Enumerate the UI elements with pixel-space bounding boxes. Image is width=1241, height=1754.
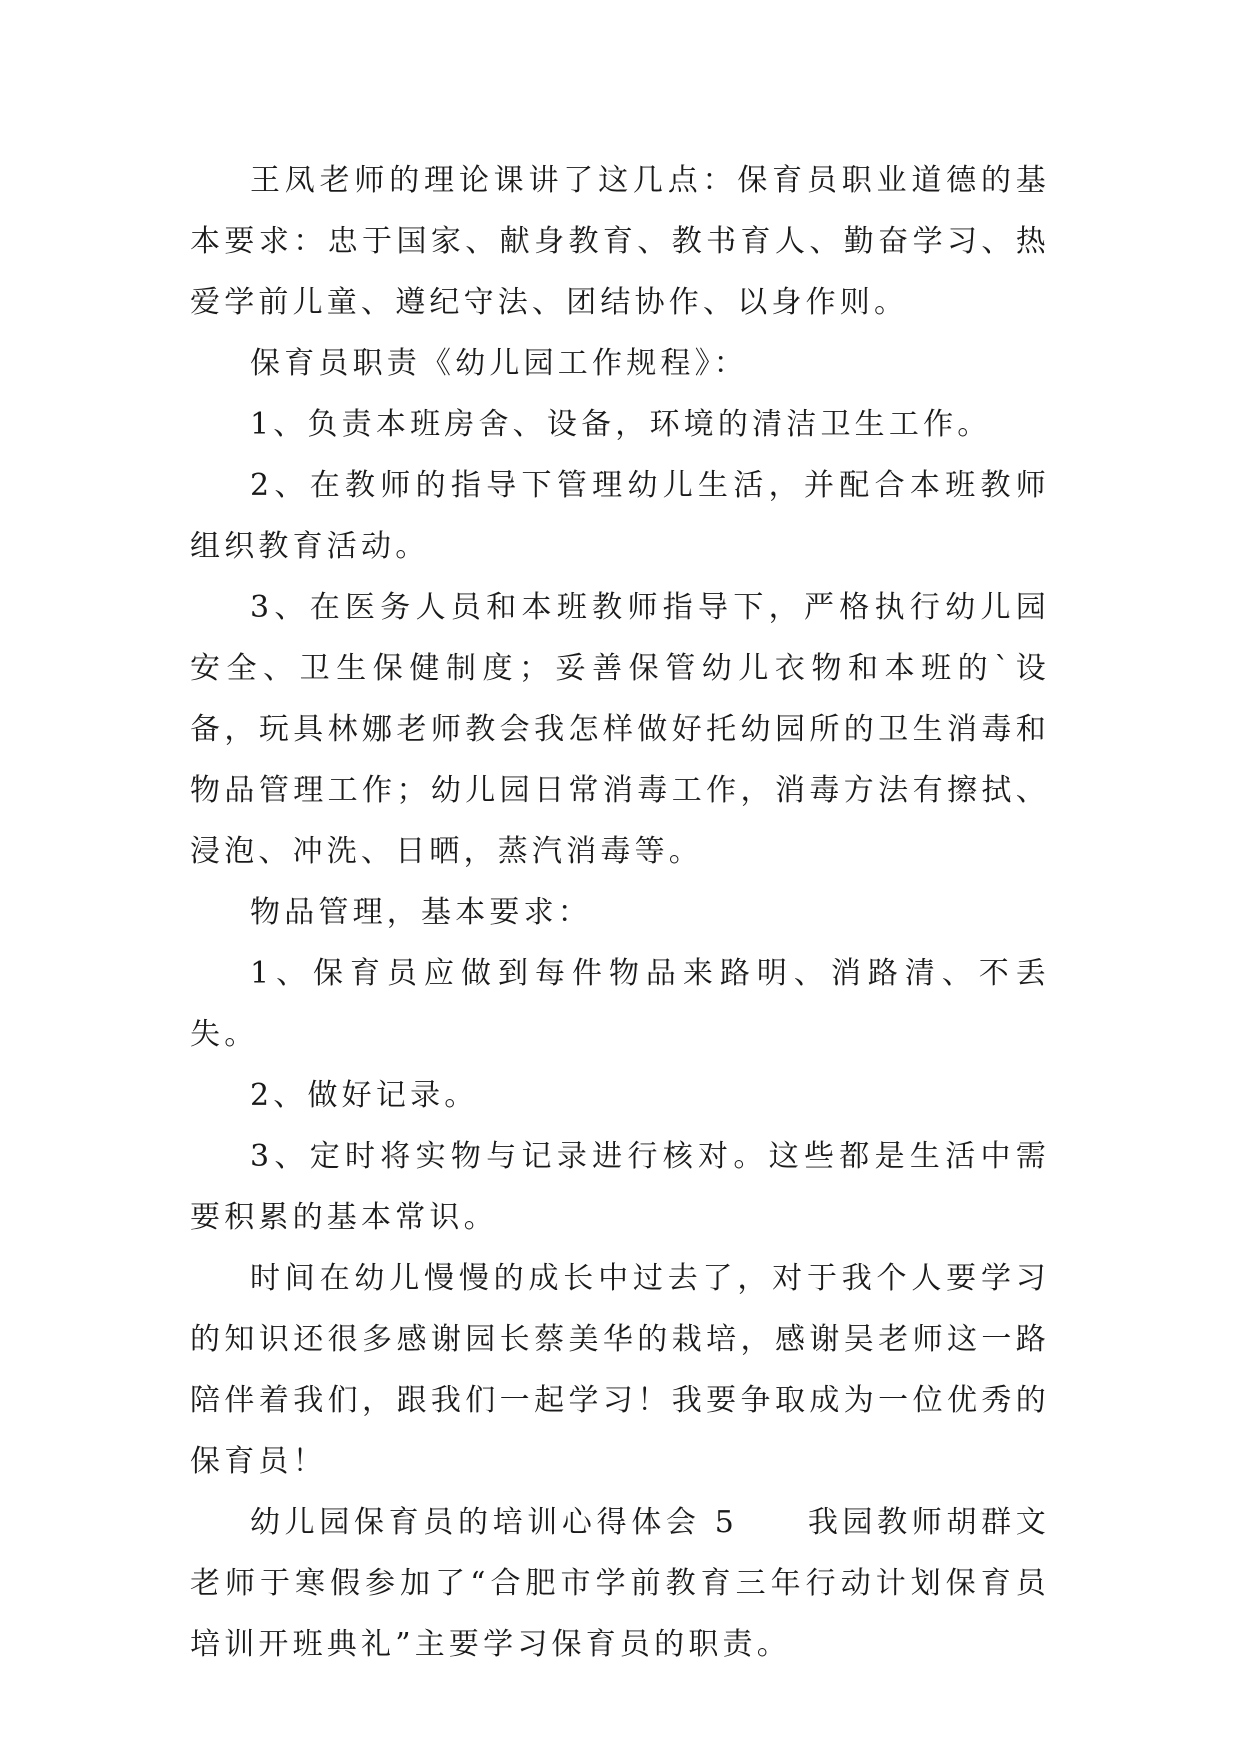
paragraph-duties-heading: 保育员职责《幼儿园工作规程》： xyxy=(250,346,748,381)
paragraph-items-3: 3、定时将实物与记录进行核对。这些都是生活中需要积累的基本常识。 xyxy=(190,1139,1050,1235)
paragraph-section-5: 幼儿园保育员的培训心得体会 5 我园教师胡群文老师于寒假参加了“合肥市学前教育三年行动计划保育员培训开班典礼”主要学习保育员的职责。 xyxy=(190,1505,1050,1662)
paragraph-moral-requirements: 王凤老师的理论课讲了这几点：保育员职业道德的基本要求：忠于国家、献身教育、教书育人、勤奋学习、热爱学前儿童、遵纪守法、团结协作、以身作则。 xyxy=(190,163,1050,320)
paragraph-items-2: 2、做好记录。 xyxy=(250,1078,479,1113)
paragraph-gratitude: 时间在幼儿慢慢的成长中过去了，对于我个人要学习的知识还很多感谢园长蔡美华的栽培，感谢吴老师这一路陪伴着我们，跟我们一起学习！我要争取成为一位优秀的保育员！ xyxy=(190,1261,1050,1479)
paragraph-duty-2: 2、在教师的指导下管理幼儿生活，并配合本班教师组织教育活动。 xyxy=(190,468,1050,564)
paragraph-items-1: 1、保育员应做到每件物品来路明、消路清、不丢失。 xyxy=(190,956,1050,1052)
paragraph-duty-3: 3、在医务人员和本班教师指导下，严格执行幼儿园安全、卫生保健制度；妥善保管幼儿衣物和本班的`设备，玩具林娜老师教会我怎样做好托幼园所的卫生消毒和物品管理工作；幼儿园日常消毒工作，消毒方法有擦拭、浸泡、冲洗、日晒，蒸汽消毒等。 xyxy=(190,590,1050,869)
document-page xyxy=(190,150,1050,1675)
paragraph-items-heading: 物品管理，基本要求： xyxy=(250,895,592,930)
paragraph-duty-1: 1、负责本班房舍、设备，环境的清洁卫生工作。 xyxy=(250,407,992,442)
